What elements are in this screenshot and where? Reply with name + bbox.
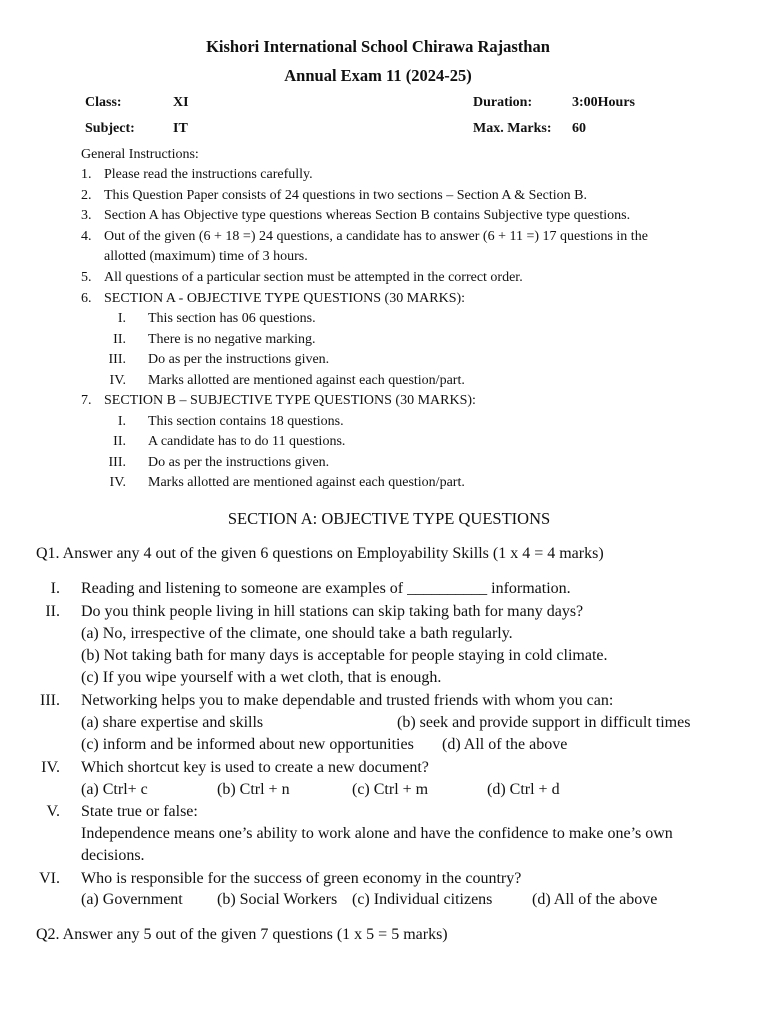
instruction-number: 4. [81, 229, 92, 244]
instruction-text: All questions of a particular section must be attempted in the correct order. [104, 270, 523, 285]
sub-item-number: II. [113, 434, 126, 449]
instructions-heading: General Instructions: [81, 147, 199, 162]
question-number: I. [50, 580, 60, 597]
instruction-text: Please read the instructions carefully. [104, 167, 313, 182]
instruction-number: 5. [81, 270, 92, 285]
sub-item-text: Marks allotted are mentioned against each question/part. [148, 373, 465, 388]
question-number: II. [45, 603, 60, 620]
question-text: Reading and listening to someone are examples of __________ information. [81, 580, 571, 597]
sub-item-number: II. [113, 332, 126, 347]
sub-item-number: III. [108, 352, 126, 367]
section-a-heading: SECTION A: OBJECTIVE TYPE QUESTIONS [227, 509, 551, 528]
instruction-number: 1. [81, 167, 92, 182]
sub-item-text: Do as per the instructions given. [148, 352, 330, 367]
instruction-number: 3. [81, 208, 92, 223]
instruction-text: Section A has Objective type questions whereas Section B contains Subjective type questions. [104, 208, 631, 223]
instruction-text: This Question Paper consists of 24 questions in two sections – Section A & Section B. [104, 188, 587, 203]
instruction-number: 7. [81, 393, 92, 408]
duration-value: 3:00Hours [572, 95, 635, 110]
instruction-text: Out of the given (6 + 18 =) 24 questions, a candidate has to answer (6 + 11 =) 17 questions in the [104, 229, 648, 244]
answer-option: (a) Government [81, 891, 183, 908]
sub-item-number: IV. [109, 475, 126, 490]
question-text: Which shortcut key is used to create a new document? [81, 759, 429, 776]
answer-option: (c) Individual citizens [352, 891, 493, 908]
question-2: Q2. Answer any 5 out of the given 7 questions (1 x 5 = 5 marks) [36, 926, 448, 943]
answer-option: (a) share expertise and skills [81, 714, 264, 731]
question-text: State true or false: [81, 803, 198, 820]
sub-item-number: I. [117, 311, 126, 326]
max-marks-label: Max. Marks: [473, 121, 552, 136]
subject-label: Subject: [85, 121, 135, 136]
question-number: V. [46, 803, 60, 820]
answer-option: (d) Ctrl + d [487, 781, 560, 798]
sub-item-number: I. [117, 414, 126, 429]
question-text: Do you think people living in hill stations can skip taking bath for many days? [81, 603, 584, 620]
sub-item-text: There is no negative marking. [148, 332, 316, 347]
answer-option: (b) Not taking bath for many days is acceptable for people staying in cold climate. [81, 647, 608, 664]
statement-text: decisions. [81, 847, 145, 864]
question-number: VI. [39, 870, 60, 887]
sub-item-text: Marks allotted are mentioned against each question/part. [148, 475, 465, 490]
question-1: Q1. Answer any 4 out of the given 6 questions on Employability Skills (1 x 4 = 4 marks) [36, 545, 604, 562]
instruction-text: SECTION B – SUBJECTIVE TYPE QUESTIONS (30 MARKS): [104, 393, 476, 408]
question-text: Networking helps you to make dependable and trusted friends with whom you can: [81, 692, 614, 709]
class-label: Class: [85, 95, 122, 110]
answer-option: (b) Ctrl + n [217, 781, 290, 798]
exam-title: Annual Exam 11 (2024-25) [284, 66, 472, 85]
question-number: III. [40, 692, 60, 709]
instruction-text: SECTION A - OBJECTIVE TYPE QUESTIONS (30 MARKS): [104, 291, 466, 306]
question-text: Who is responsible for the success of green economy in the country? [81, 870, 522, 887]
subject-value: IT [173, 121, 188, 136]
answer-option: (b) Social Workers [217, 891, 338, 908]
instruction-text-continued: allotted (maximum) time of 3 hours. [104, 249, 308, 264]
school-name: Kishori International School Chirawa Rajasthan [206, 37, 550, 56]
sub-item-number: IV. [109, 373, 126, 388]
answer-option: (d) All of the above [532, 891, 658, 908]
sub-item-text: Do as per the instructions given. [148, 455, 330, 470]
instruction-number: 2. [81, 188, 92, 203]
answer-option: (c) If you wipe yourself with a wet cloth, that is enough. [81, 669, 442, 686]
answer-option: (d) All of the above [442, 736, 568, 753]
answer-option: (c) Ctrl + m [352, 781, 429, 798]
answer-option: (a) No, irrespective of the climate, one should take a bath regularly. [81, 625, 513, 642]
answer-option: (c) inform and be informed about new opportunities [81, 736, 414, 753]
max-marks-value: 60 [572, 121, 586, 136]
sub-item-number: III. [108, 455, 126, 470]
answer-option: (a) Ctrl+ c [81, 781, 148, 798]
class-value: XI [173, 95, 189, 110]
duration-label: Duration: [473, 95, 533, 110]
sub-item-text: This section has 06 questions. [148, 311, 316, 326]
answer-option: (b) seek and provide support in difficult times [397, 714, 691, 731]
instruction-number: 6. [81, 291, 92, 306]
sub-item-text: A candidate has to do 11 questions. [148, 434, 346, 449]
sub-item-text: This section contains 18 questions. [148, 414, 344, 429]
statement-text: Independence means one’s ability to work alone and have the confidence to make one’s own [81, 825, 673, 842]
question-number: IV. [41, 759, 60, 776]
